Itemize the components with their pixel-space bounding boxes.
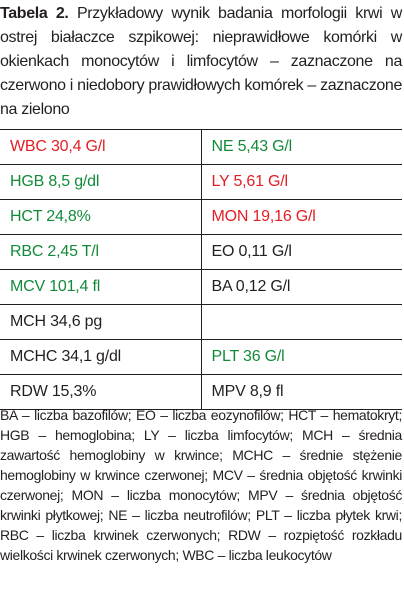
result-cell: EO 0,11 G/l <box>201 235 402 270</box>
table-row <box>0 200 402 235</box>
result-cell: HGB 8,5 g/dl <box>0 165 201 200</box>
result-cell: RDW 15,3% <box>0 375 201 410</box>
result-cell: MPV 8,9 fl <box>201 375 402 410</box>
table-caption <box>0 2 402 122</box>
table-row <box>0 235 402 270</box>
result-cell: MCV 101,4 fl <box>0 270 201 305</box>
result-cell: WBC 30,4 G/l <box>0 130 201 165</box>
result-cell: NE 5,43 G/l <box>201 130 402 165</box>
blood-results-table <box>0 129 402 410</box>
table-row <box>0 165 402 200</box>
table-row <box>0 130 402 165</box>
table-caption-number: Tabela 2. <box>0 5 69 22</box>
result-cell: MCH 34,6 pg <box>0 305 201 340</box>
result-cell: BA 0,12 G/l <box>201 270 402 305</box>
result-cell: MON 19,16 G/l <box>201 200 402 235</box>
result-cell <box>201 305 402 340</box>
abbreviations-legend: BA – liczba bazofilów; EO – liczba eozynofilów; HCT – hematokryt; HGB – hemoglobina; LY – liczba limfocytów; MCH – średnia zawartość hemoglobiny w krwince; MCHC – średnie stężenie hemoglobiny w krwince czerwonej; MCV – średnia objętość krwinki czerwonej; MON – liczba monocytów; MPV – średnia objętość krwinki płytkowej; NE – liczba neutrofilów; PLT – liczba płytek krwi; RBC – liczba krwinek czerwonych; RDW – rozpiętość rozkładu wielkości krwinek czerwonych; WBC – liczba leukocytów <box>0 407 402 563</box>
table-row <box>0 305 402 340</box>
table-row <box>0 270 402 305</box>
table-row <box>0 340 402 375</box>
result-cell: PLT 36 G/l <box>201 340 402 375</box>
result-cell: LY 5,61 G/l <box>201 165 402 200</box>
result-cell: HCT 24,8% <box>0 200 201 235</box>
result-cell: RBC 2,45 T/l <box>0 235 201 270</box>
table-caption-text: Przykładowy wynik badania morfologii krwi w ostrej białaczce szpikowej: nieprawidłowe komórki w okienkach monocytów i limfocytów – zaznaczone na czerwono i niedobory prawidłowych komórek – zaznaczone na zielono <box>0 5 402 118</box>
result-cell: MCHC 34,1 g/dl <box>0 340 201 375</box>
